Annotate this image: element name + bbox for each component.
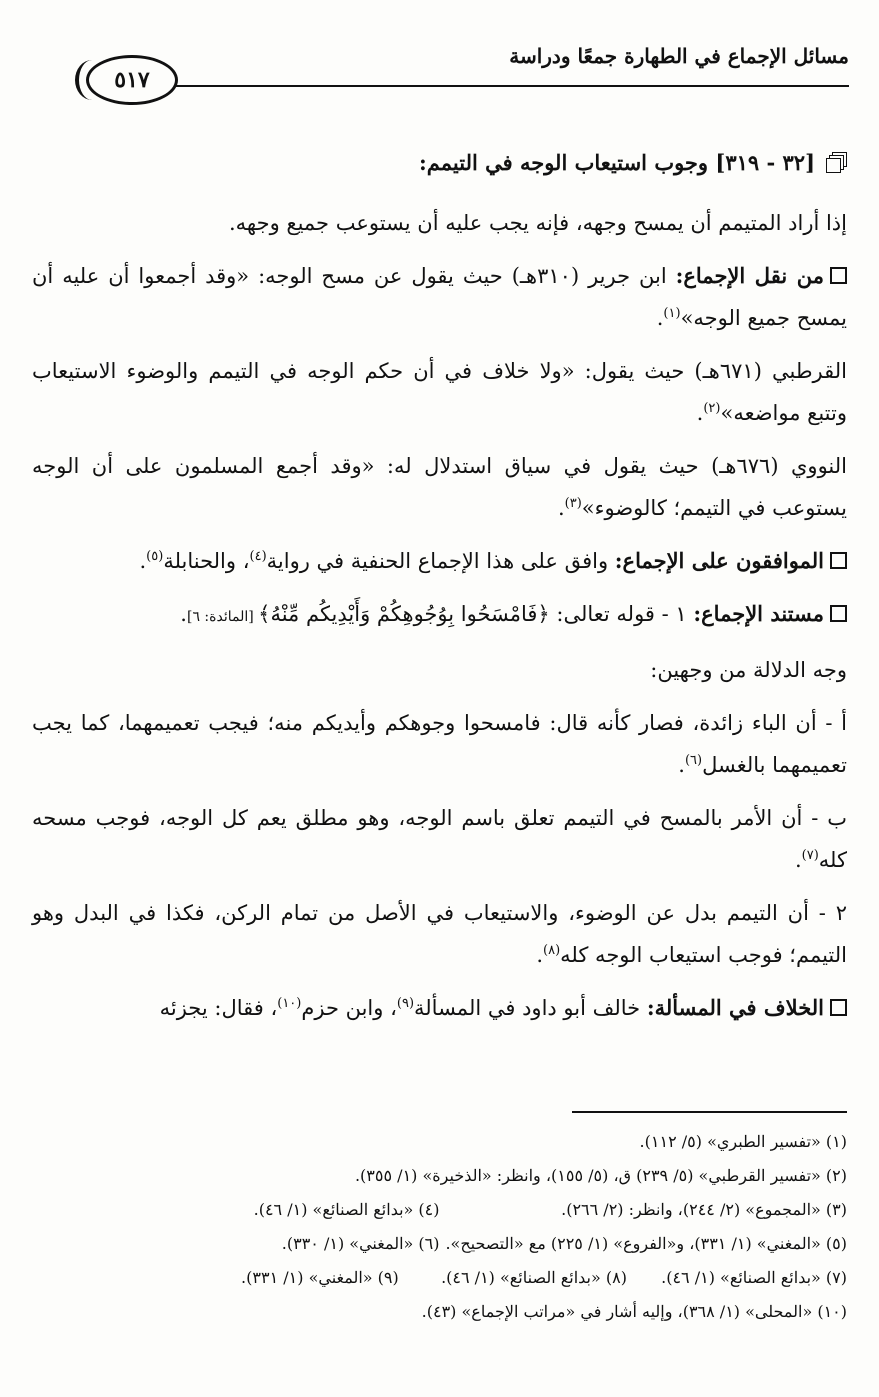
paragraph-text: خالف أبو داود في المسألة <box>414 996 647 1020</box>
page-number <box>86 55 178 105</box>
page-number-text: ٥١٧ <box>114 67 150 93</box>
footnote-1: (١) «تفسير الطبري» (٥/ ١١٢). <box>639 1132 847 1151</box>
paragraph-text: النووي (٦٧٦هـ) حيث يقول في سياق استدلال له: «وقد أجمع المسلمون على أن الوجه يستوعب في التيمم؛ كالوضوء» <box>32 454 847 520</box>
footnote-ref[interactable]: (٧) <box>801 848 819 863</box>
main-text <box>32 142 847 1040</box>
footnote-ref[interactable]: (٤) <box>249 549 267 564</box>
quran-verse: ١ - قوله تعالى: ﴿فَامْسَحُوا بِوُجُوهِكُمْ وَأَيْدِيكُم مِّنْهُ﴾ <box>258 602 694 626</box>
footnote-9: (٩) «المغني» (١/ ٣٣١). <box>241 1268 399 1287</box>
paragraph-nawawi: النووي (٦٧٦هـ) حيث يقول في سياق استدلال له: «وقد أجمع المسلمون على أن الوجه يستوعب في التيمم؛ كالوضوء»$^{(٣)}$. <box>32 454 847 520</box>
footnote-7: (٧) «بدائع الصنائع» (١/ ٤٦). <box>661 1268 847 1287</box>
footnote-ref[interactable]: (١) <box>663 306 681 321</box>
footnote-ref[interactable]: (٨) <box>543 943 561 958</box>
paragraph-text: ، والحنابلة <box>163 549 250 573</box>
square-bullet-icon <box>830 999 847 1016</box>
footnote-3: (٣) «المجموع» (٢/ ٢٤٤)، وانظر: (٢/ ٢٦٦). <box>561 1200 847 1219</box>
paragraph-qurtubi: القرطبي (٦٧١هـ) حيث يقول: «ولا خلاف في أن حكم الوجه في التيمم والوضوء الاستيعاب وتتبع مواضعه»$^{(٢)}$. <box>32 359 847 425</box>
paragraph-label: الموافقون على الإجماع: <box>614 548 824 573</box>
square-bullet-icon <box>830 267 847 284</box>
paragraph-text: وجه الدلالة من وجهين: <box>650 658 847 682</box>
footnote-rule <box>572 1111 847 1113</box>
paragraph-text: ب - أن الأمر بالمسح في التيمم تعلق باسم الوجه، وهو مطلق يعم كل الوجه، فوجب مسحه كله <box>32 806 847 872</box>
footnote-5: (٥) «المغني» (١/ ٣٣١)، و«الفروع» (١/ ٢٢٥) مع «التصحيح». <box>445 1234 847 1253</box>
paragraph-intro <box>32 202 847 244</box>
paragraph-text: ٢ - أن التيمم بدل عن الوضوء، والاستيعاب في الأصل من تمام الركن، فكذا في البدل وهو التيمم؛ فوجب استيعاب الوجه كله <box>32 901 847 967</box>
footnote-row <box>32 1261 847 1295</box>
footnote-row <box>32 1193 847 1227</box>
square-bullet-icon <box>830 552 847 569</box>
footnote-ref[interactable]: (١٠) <box>277 996 302 1011</box>
paragraph-evidence: مستند الإجماع: ١ - قوله تعالى: ﴿فَامْسَحُوا بِوُجُوهِكُمْ وَأَيْدِيكُم مِّنْهُ﴾ [المائدة: ٦]. <box>32 593 847 638</box>
footnote-ref[interactable]: (٢) <box>703 401 721 416</box>
paragraph-label: من نقل الإجماع: <box>675 263 824 288</box>
paragraph-text: ، فقال: يجزئه <box>159 996 278 1020</box>
paragraph-text: إذا أراد المتيمم أن يمسح وجهه، فإنه يجب عليه أن يستوعب جميع وجهه. <box>228 211 847 235</box>
paragraph-dispute <box>32 987 847 1029</box>
footnotes <box>32 1125 847 1329</box>
square-bullet-icon <box>830 605 847 622</box>
paragraph-text: ، وابن حزم <box>301 996 397 1020</box>
paragraph-text: ابن جرير (٣١٠هـ) حيث يقول عن مسح الوجه: «وقد أجمعوا أن عليه أن يمسح جميع الوجه» <box>32 264 847 330</box>
section-heading <box>32 142 847 182</box>
footnote-6: (٦) «المغني» (١/ ٣٣٠). <box>281 1234 440 1253</box>
header-rule <box>150 85 849 87</box>
footnote-10: (١٠) «المحلى» (١/ ٣٦٨)، وإليه أشار في «مراتب الإجماع» (٤٣). <box>421 1302 847 1321</box>
paragraph-text: وافق على هذا الإجماع الحنفية في رواية <box>266 549 615 573</box>
footnote-ref[interactable]: (٦) <box>684 753 703 768</box>
paragraph-point-a: أ - أن الباء زائدة، فصار كأنه قال: فامسحوا وجوهكم وأيديكم منه؛ فيجب تعميمهما، كما يجب تعميمهما بالغسل$^{(٦)}$. <box>32 711 847 777</box>
footnote-ref[interactable]: (٩) <box>396 996 415 1011</box>
paragraph-text: القرطبي (٦٧١هـ) حيث يقول: «ولا خلاف في أن حكم الوجه في التيمم والوضوء الاستيعاب وتتبع مواضعه» <box>32 359 847 425</box>
footnote-ref[interactable]: (٣) <box>564 496 582 511</box>
paragraph-indication <box>32 649 847 691</box>
footnote-2: (٢) «تفسير القرطبي» (٥/ ٢٣٩) ق، (٥/ ١٥٥)، وانظر: «الذخيرة» (١/ ٣٥٥). <box>354 1166 847 1185</box>
footnote-8: (٨) «بدائع الصنائع» (١/ ٤٦). <box>441 1268 627 1287</box>
section-title: [٣٢ - ٣١٩] وجوب استيعاب الوجه في التيمم: <box>419 149 815 175</box>
paragraph-point-2: ٢ - أن التيمم بدل عن الوضوء، والاستيعاب في الأصل من تمام الركن، فكذا في البدل وهو التيمم؛ فوجب استيعاب الوجه كله$^{(٨)}$. <box>32 901 847 967</box>
footnote-row <box>32 1227 847 1261</box>
running-title: مسائل الإجماع في الطهارة جمعًا ودراسة <box>509 44 849 68</box>
paragraph-label: مستند الإجماع: <box>693 601 824 626</box>
paragraph-agreeing: الموافقون على الإجماع: وافق على هذا الإجماع الحنفية في رواية$^{(٤)}$، والحنابلة$^{(٥)}$. <box>32 540 847 582</box>
paragraph-text: أ - أن الباء زائدة، فصار كأنه قال: فامسحوا وجوهكم وأيديكم منه؛ فيجب تعميمهما، كما يجب تعميمهما بالغسل <box>32 711 847 777</box>
footnote-ref[interactable]: (٥) <box>146 549 164 564</box>
footnote-4: (٤) «بدائع الصنائع» (١/ ٤٦). <box>253 1200 440 1219</box>
stacked-pages-icon <box>827 152 847 172</box>
paragraph-transmitters: من نقل الإجماع: ابن جرير (٣١٠هـ) حيث يقول عن مسح الوجه: «وقد أجمعوا أن عليه أن يمسح جميع الوجه»$^{(١)}$. <box>32 263 847 330</box>
verse-citation: [المائدة: ٦] <box>186 609 259 625</box>
paragraph-point-b: ب - أن الأمر بالمسح في التيمم تعلق باسم الوجه، وهو مطلق يعم كل الوجه، فوجب مسحه كله$^{(٧)}$. <box>32 806 847 872</box>
paragraph-label: الخلاف في المسألة: <box>646 995 824 1020</box>
